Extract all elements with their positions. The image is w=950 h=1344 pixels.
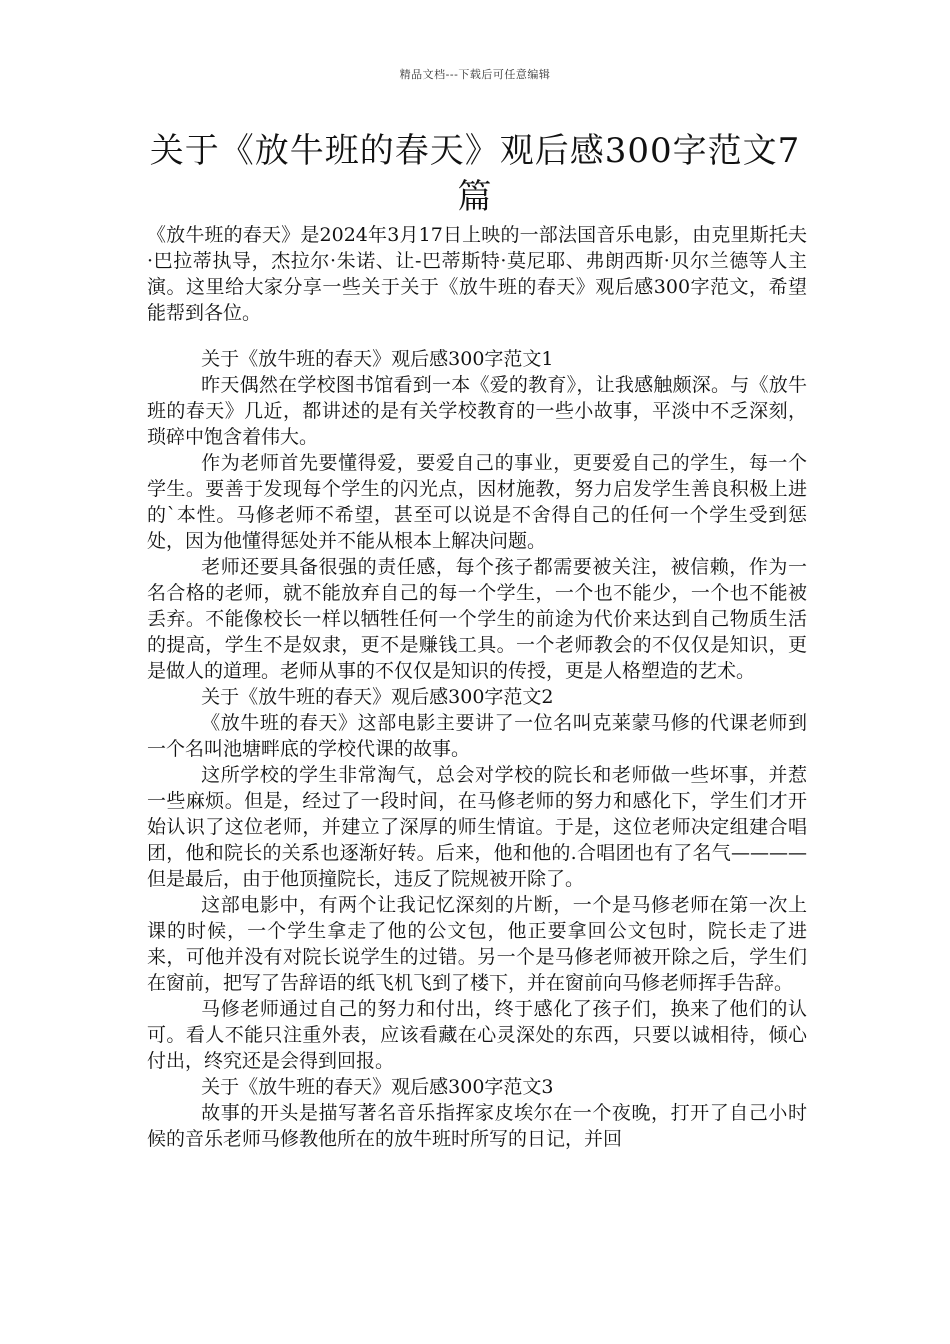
section-1-paragraph: 老师还要具备很强的责任感，每个孩子都需要被关注，被信赖，作为一名合格的老师，就不能放弃自己的每一个学生，一个也不能少，一个也不能被丢弃。不能像校长一样以牺牲任何一个学生的前途为代价来达到自己物质生活的提高，学生不是奴隶，更不是赚钱工具。一个老师教会的不仅仅是知识，更是做人的道理。老师从事的不仅仅是知识的传授，更是人格塑造的艺术。 bbox=[147, 556, 807, 682]
section-3-paragraph: 故事的开头是描写著名音乐指挥家皮埃尔在一个夜晚，打开了自己小时候的音乐老师马修教他所在的放牛班时所写的日记，并回 bbox=[147, 1102, 807, 1150]
section-2-paragraph: 这部电影中，有两个让我记忆深刻的片断，一个是马修老师在第一次上课的时候，一个学生拿走了他的公文包，他正要拿回公文包时，院长走了进来，可他并没有对院长说学生的过错。另一个是马修老师被开除之后，学生们在窗前，把写了告辞语的纸飞机飞到了楼下，并在窗前向马修老师挥手告辞。 bbox=[147, 894, 807, 994]
spacer bbox=[147, 326, 807, 346]
document-title: 关于《放牛班的春天》观后感300字范文7篇 bbox=[149, 131, 801, 217]
section-2-paragraph: 马修老师通过自己的努力和付出，终于感化了孩子们，换来了他们的认可。看人不能只注重外表，应该看藏在心灵深处的东西，只要以诚相待，倾心付出，终究还是会得到回报。 bbox=[147, 998, 807, 1072]
section-2-paragraph: 这所学校的学生非常淘气，总会对学校的院长和老师做一些坏事，并惹一些麻烦。但是，经过了一段时间，在马修老师的努力和感化下，学生们才开始认识了这位老师，并建立了深厚的师生情谊。于是，这位老师决定组建合唱团，他和院长的关系也逐渐好转。后来，他和他的.合唱团也有了名气————但是最后，由于他顶撞院长，违反了院规被开除了。 bbox=[147, 764, 807, 890]
section-2-paragraph: 《放牛班的春天》这部电影主要讲了一位名叫克莱蒙马修的代课老师到一个名叫池塘畔底的学校代课的故事。 bbox=[147, 712, 807, 760]
intro-paragraph: 《放牛班的春天》是2024年3月17日上映的一部法国音乐电影，由克里斯托夫·巴拉蒂执导，杰拉尔·朱诺、让-巴蒂斯特·莫尼耶、弗朗西斯·贝尔兰德等人主演。这里给大家分享一些关于关于《放牛班的春天》观后感300字范文，希望能帮到各位。 bbox=[147, 224, 807, 324]
section-heading-3: 关于《放牛班的春天》观后感300字范文3 bbox=[201, 1076, 554, 1098]
section-1-paragraph: 作为老师首先要懂得爱，要爱自己的事业，更要爱自己的学生，每一个学生。要善于发现每个学生的闪光点，因材施教，努力启发学生善良积极上进的`本性。马修老师不希望，甚至可以说是不舍得自己的任何一个学生受到惩处，因为他懂得惩处并不能从根本上解决问题。 bbox=[147, 452, 807, 552]
section-heading-1: 关于《放牛班的春天》观后感300字范文1 bbox=[201, 348, 554, 370]
page-header: 精品文档---下载后可任意编辑 bbox=[399, 68, 551, 81]
section-heading-2: 关于《放牛班的春天》观后感300字范文2 bbox=[201, 686, 554, 708]
section-1-paragraph: 昨天偶然在学校图书馆看到一本《爱的教育》，让我感触颇深。与《放牛班的春天》几近，都讲述的是有关学校教育的一些小故事，平淡中不乏深刻，琐碎中饱含着伟大。 bbox=[147, 374, 807, 448]
document-body bbox=[147, 222, 807, 1152]
